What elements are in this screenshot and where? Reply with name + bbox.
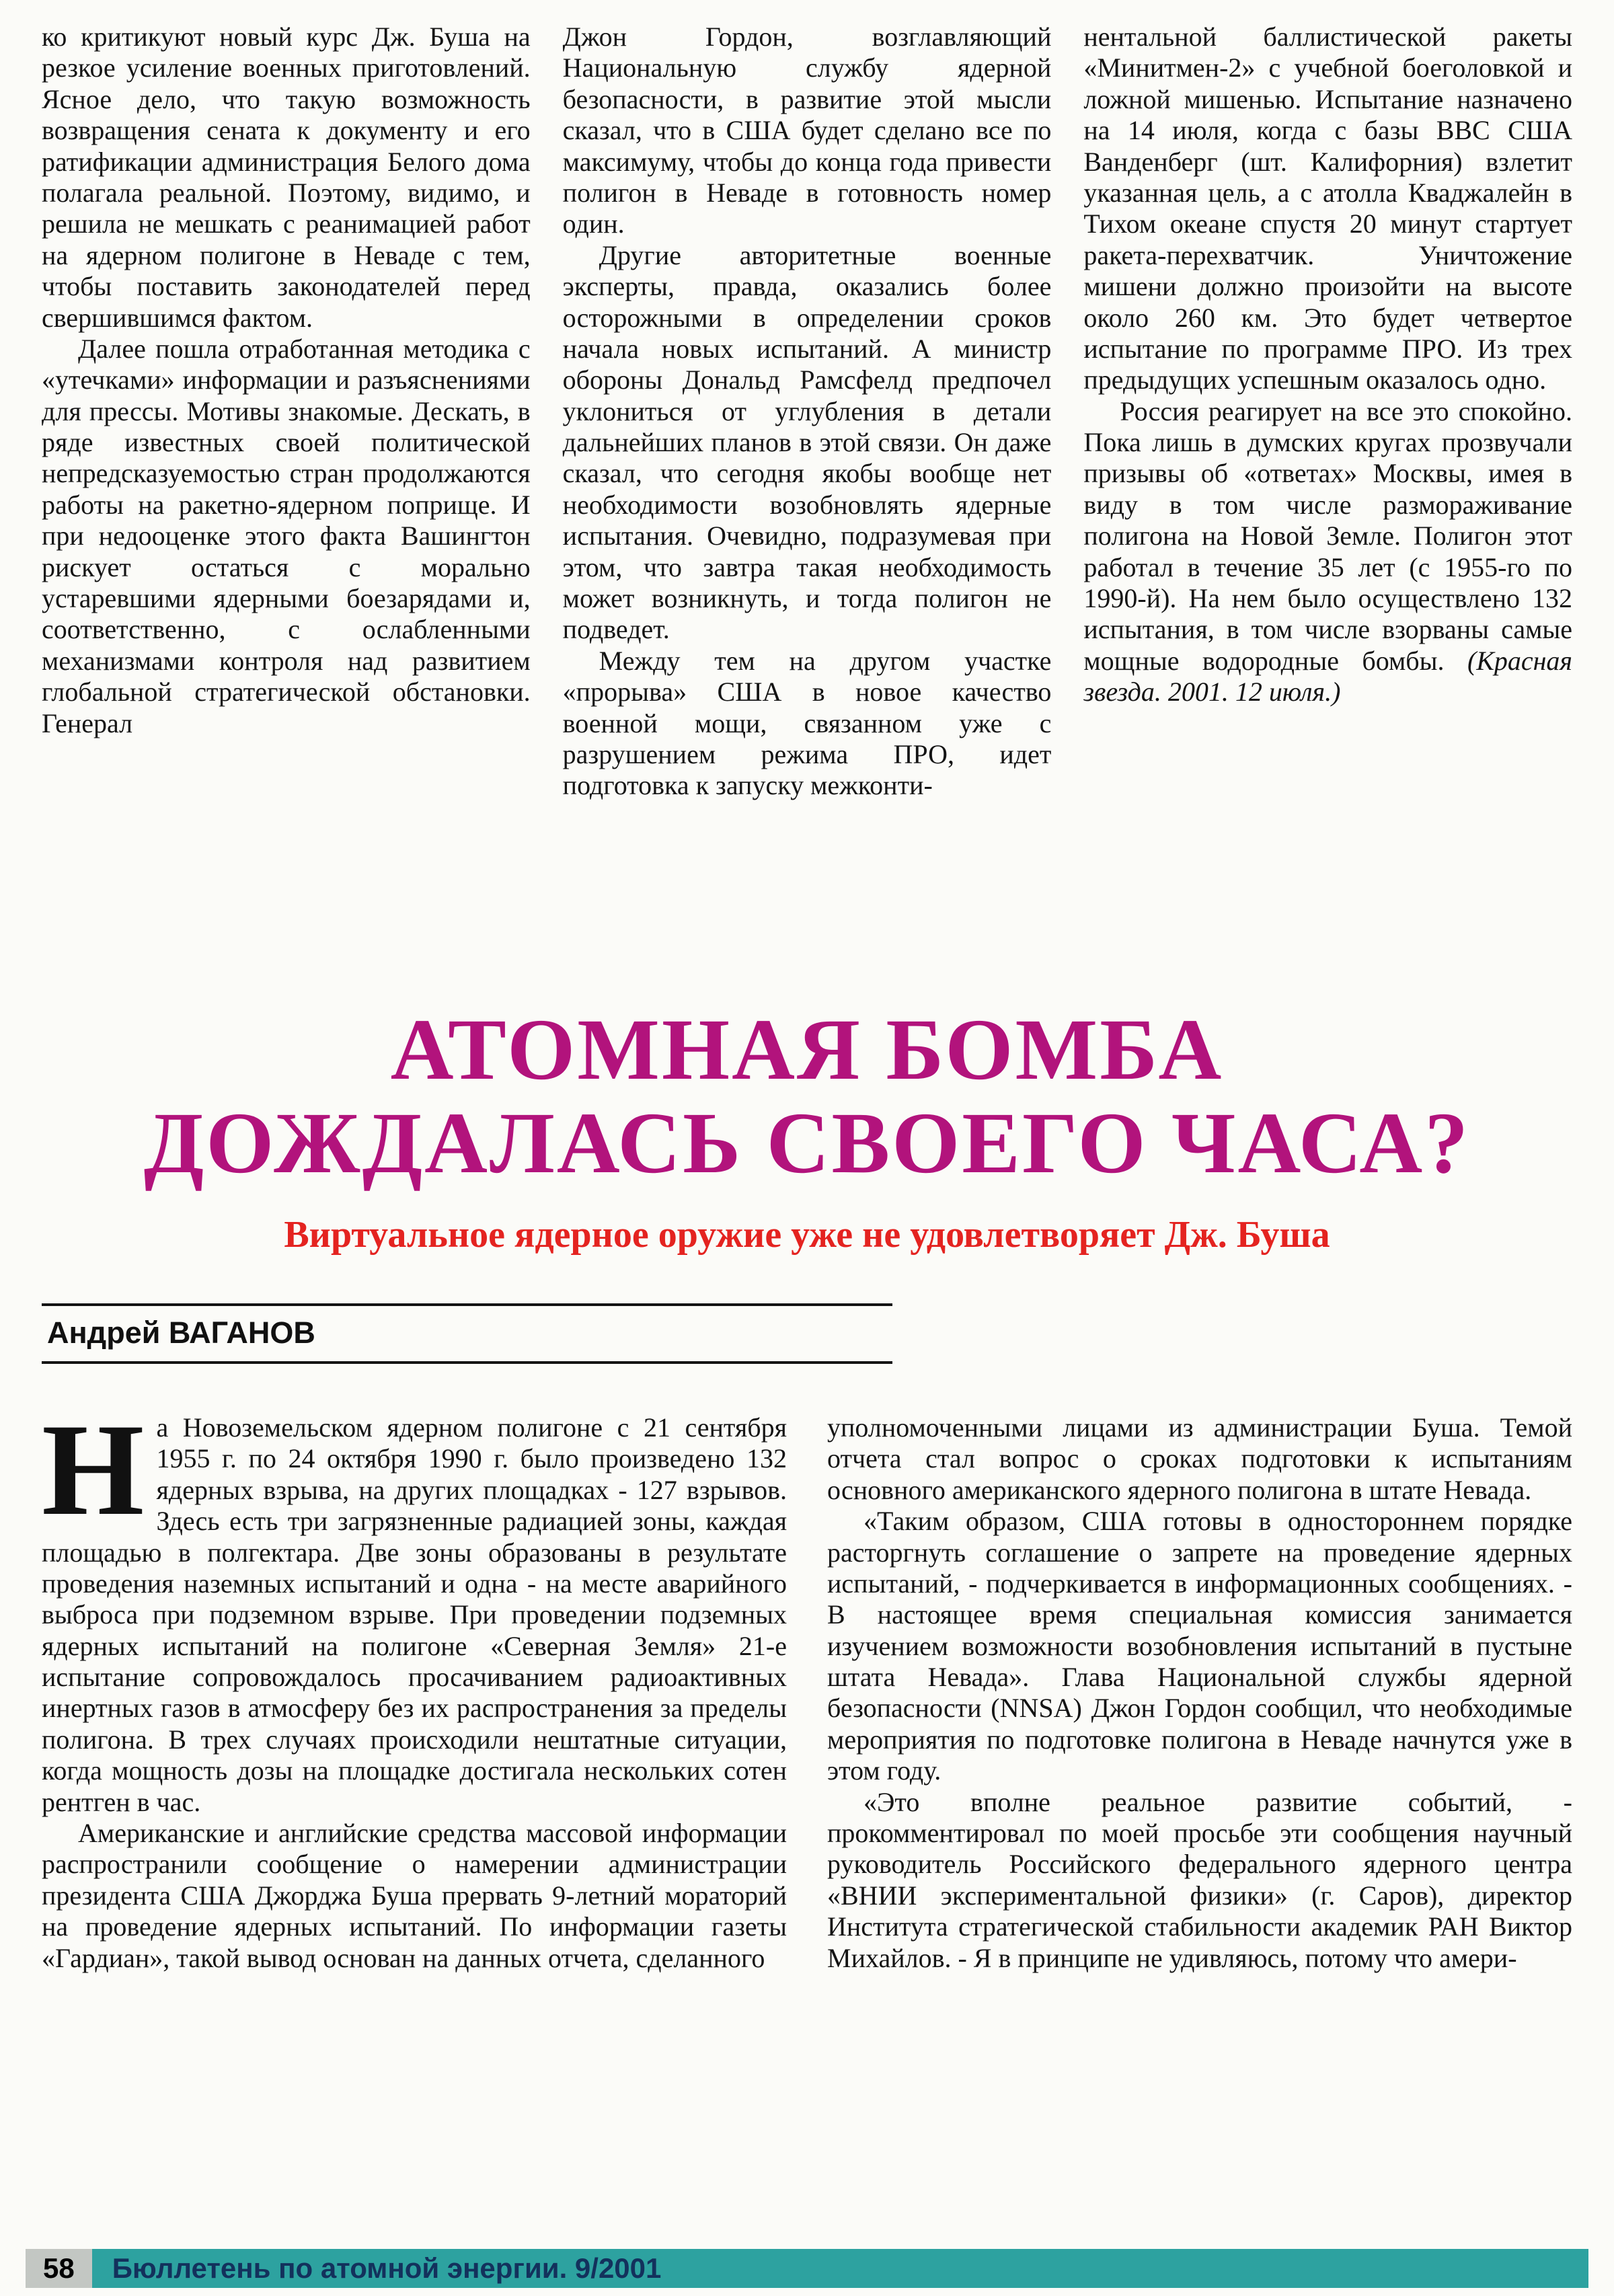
top-article-column-3 xyxy=(1083,22,1572,802)
article-headline xyxy=(42,1003,1572,1190)
top-article-column-2 xyxy=(563,22,1052,802)
article-header xyxy=(42,1003,1572,1256)
author-rule-bottom xyxy=(42,1361,892,1364)
headline-line-2: ДОЖДАЛАСЬ СВОЕГО ЧАСА? xyxy=(143,1094,1471,1192)
drop-cap: Н xyxy=(42,1396,145,1543)
source-citation: (Красная звезда. 2001. 12 июля.) xyxy=(1083,645,1573,707)
top-article xyxy=(42,22,1572,802)
top-article-column-1 xyxy=(42,22,531,802)
author-block xyxy=(42,1303,1572,1364)
paragraph: Американские и английские средства массовой информации распространили сообщение о намерении администрации президента США Джорджа Буша прервать 9-летний мораторий на проведение ядерных испытаний. По информации газеты «Гардиан», такой вывод основан на данных отчета, сделанного xyxy=(42,1818,787,1973)
main-article xyxy=(42,1396,1572,1974)
journal-title: Бюллетень по атомной энергии. 9/2001 xyxy=(112,2252,662,2284)
footer-bar xyxy=(26,2249,1588,2288)
main-article-column-1 xyxy=(42,1396,787,1974)
paragraph xyxy=(1083,396,1572,708)
paragraph: «Таким образом, США готовы в одностороннем порядке расторгнуть соглашение о запрете на проведение ядерных испытаний, - подчеркивается в информационных сообщениях. - В настоящее время специальная комиссия занимается изучением возможности возобновления испытаний в пустыне штата Невада». Глава Национальной службы ядерной безопасности (NNSA) Джон Гордон сообщил, что необходимые мероприятия по подготовке полигона в Неваде начнутся уже в этом году. xyxy=(827,1506,1572,1786)
headline-line-1: АТОМНАЯ БОМБА xyxy=(390,1001,1224,1098)
paragraph: Джон Гордон, возглавляющий Национальную службу ядерной безопасности, в развитие этой мысли сказал, что в США будет сделано все по максимуму, чтобы до конца года привести полигон в Неваде в готовность номер один. xyxy=(562,22,1052,239)
paragraph: Далее пошла отработанная методика с «утечками» информации и разъяснениями для прессы. Мотивы знакомые. Дескать, в ряде известных своей политической непредсказуемостью стран продолжаются работы на ракетно-ядерном поприще. И при недооценке этого факта Вашингтон рискует остаться с морально устаревшими ядерными боезарядами и, соответственно, с ослабленными механизмами контроля над развитием глобальной стратегической обстановки. Генерал xyxy=(42,333,531,738)
main-article-column-2 xyxy=(827,1412,1572,1974)
paragraph: Между тем на другом участке «прорыва» США в новое качество военной мощи, связанном уже с разрушением режима ПРО, идет подготовка к запуску межконти- xyxy=(562,645,1052,801)
paragraph: Другие авторитетные военные эксперты, правда, оказались более осторожными в определении сроков начала новых испытаний. А министр обороны Дональд Рамсфелд предпочел уклониться от углубления в детали дальнейших планов в этой связи. Он даже сказал, что сегодня якобы вообще нет необходимости возобновлять ядерные испытания. Очевидно, подразумевая при этом, что завтра такая необходимость может возникнуть, и тогда полигон не подведет. xyxy=(562,239,1052,645)
paragraph-text: Россия реагирует на все это спокойно. Пока лишь в думских кругах прозвучали призывы об «ответах» Москвы, имея в виду в том числе размораживание полигона на Новой Земле. Полигон этот работал в течение 35 лет (с 1955-го по 1990-й). На нем было осуществлено 132 испытания, в том числе взорваны самые мощные водородные бомбы. xyxy=(1083,395,1573,676)
author-name: Андрей ВАГАНОВ xyxy=(47,1315,315,1350)
paragraph xyxy=(42,1396,787,1818)
paragraph: «Это вполне реальное развитие событий, - прокомментировал по моей просьбе эти сообщения научный руководитель Российского федерального ядерного центра «ВНИИ экспериментальной физики» (г. Саров), директор Института стратегической стабильности академик РАН Виктор Михайлов. - Я в принципе не удивляюсь, потому что амери- xyxy=(827,1786,1572,1973)
article-subtitle: Виртуальное ядерное оружие уже не удовлетворяет Дж. Буша xyxy=(284,1213,1330,1256)
paragraph: нентальной баллистической ракеты «Минитмен-2» с учебной боеголовкой и ложной мишенью. Испытание назначено на 14 июля, когда с базы ВВС США Ванденберг (шт. Калифорния) взлетит указанная цель, а с атолла Кваджалейн в Тихом океане спустя 20 минут стартует ракета-перехватчик. Уничтожение мишени должно произойти на высоте около 260 км. Это будет четвертое испытание по программе ПРО. Из трех предыдущих успешным оказалось одно. xyxy=(1083,22,1573,395)
paragraph: ко критикуют новый курс Дж. Буша на резкое усиление военных приготовлений. Ясное дело, что такую возможность возвращения сената к документу и его ратификации администрация Белого дома полагала реальной. Поэтому, видимо, и решила не мешкать с реанимацией работ на ядерном полигоне в Неваде с тем, чтобы поставить законодателей перед свершившимся фактом. xyxy=(42,22,531,333)
paragraph-text: а Новоземельском ядерном полигоне с 21 сентября 1955 г. по 24 октября 1990 г. было произведено 132 ядерных взрыва, на других площадках - 127 взрывов. Здесь есть три загрязненные радиацией зоны, каждая площадью в полгектара. Две зоны образованы в результате проведения наземных испытаний и одна - на месте аварийного выброса при подземном взрыве. При проведении подземных ядерных испытаний на полигоне «Северная Земля» 21-е испытание сопровождалось просачиванием радиоактивных инертных газов в атмосферу без их распространения за пределы полигона. В трех случаях происходили нештатные ситуации, когда мощность дозы на площадке достигала нескольких сотен рентген в час. xyxy=(42,1412,787,1817)
page-number: 58 xyxy=(26,2249,92,2288)
paragraph: уполномоченными лицами из администрации Буша. Темой отчета стал вопрос о сроках подготовки к испытаниям основного американского ядерного полигона в штате Невада. xyxy=(827,1412,1572,1505)
